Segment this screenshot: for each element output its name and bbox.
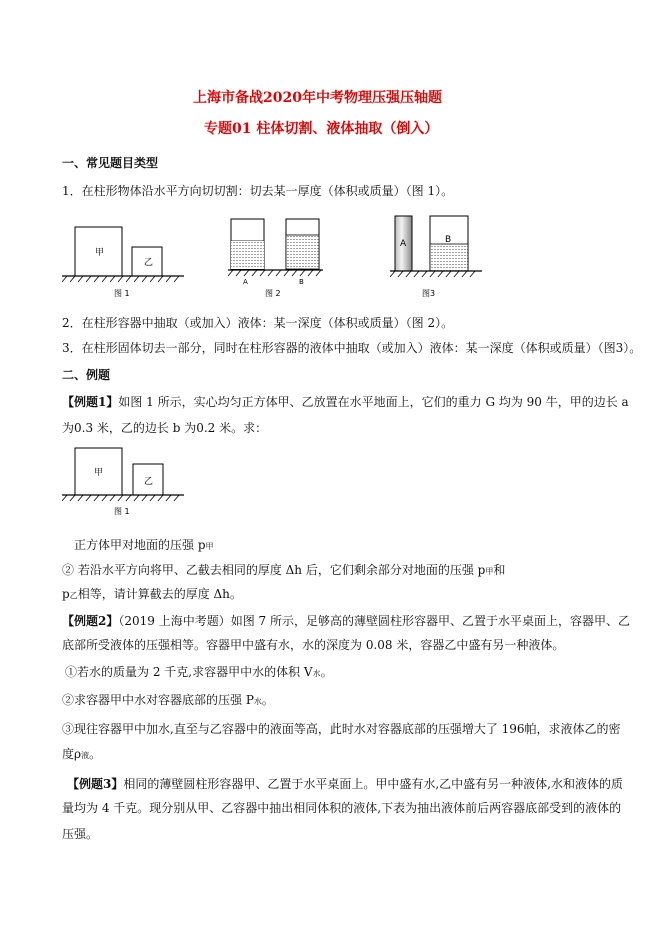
example-3-tag: 【例题3】 — [67, 777, 124, 791]
fig2-caption: 图 2 — [265, 289, 281, 298]
fig2-label-b: B — [299, 278, 304, 286]
figure-1-repeat — [62, 444, 192, 520]
example-2-text-1: （2019 上海中考题）如图 7 所示，足够高的薄壁圆柱形容器甲、乙置于水平桌面上，容器甲、乙 — [118, 614, 630, 628]
example-2-q3b-end: 。 — [89, 747, 102, 761]
fig2-label-a: A — [243, 278, 248, 286]
fig1-label-b: 乙 — [144, 258, 154, 268]
example-2-question-1 — [65, 664, 333, 682]
figure-1 — [62, 222, 192, 302]
example-2-question-3-cont — [62, 746, 101, 764]
item-2: 2．在柱形容器中抽取（或加入）液体：某一深度（体积或质量）（图 2）。 — [62, 316, 454, 330]
example-1-q2b-p: p — [62, 587, 70, 601]
example-2-question-3: ③现往容器甲中加水,直至与乙容器中的液面等高，此时水对容器底部的压强增大了 196帕，求液体乙的密 — [62, 722, 621, 736]
example-1-question-1 — [74, 537, 214, 555]
fig1b-label-a: 甲 — [94, 468, 104, 478]
fig3-caption: 图3 — [422, 289, 436, 298]
example-2-q2-end: 。 — [261, 693, 274, 707]
example-2-q2-sub: 水 — [253, 697, 262, 706]
section-heading-2: 二、例题 — [62, 368, 111, 382]
example-1-question-2 — [62, 562, 505, 580]
example-2-q1-sub: 水 — [312, 669, 321, 678]
example-1-q2b-sub: 乙 — [69, 591, 78, 600]
example-1-q2-end: 和 — [493, 563, 506, 577]
example-1-q1-text: 正方体甲对地面的压强 p — [74, 538, 206, 552]
fig1-caption: 图 1 — [114, 289, 130, 298]
example-2-q1-end: 。 — [320, 665, 333, 679]
example-2-tag: 【例题2】 — [62, 614, 119, 628]
fig1b-caption: 图 1 — [114, 507, 130, 516]
example-3-text-1: 相同的薄壁圆柱形容器甲、乙置于水平桌面上。甲中盛有水,乙中盛有另一种液体,水和液体的质 — [123, 777, 623, 791]
example-1-q2b-text: 相等，请计算截去的厚度 Δh。 — [77, 587, 242, 601]
example-3-line-3: 压强。 — [62, 827, 99, 841]
section-heading-1: 一、常见题目类型 — [62, 156, 159, 170]
example-2-q2-text: ②求容器甲中水对容器底部的压强 P — [62, 693, 254, 707]
example-2-line-2: 底部所受液体的压强相等。容器甲中盛有水，水的深度为 0.08 米，容器乙中盛有另一种液体。 — [62, 638, 565, 652]
example-2-q1-text: ①若水的质量为 2 千克,求容器甲中水的体积 V — [65, 665, 313, 679]
example-1-text-1: 如图 1 所示，实心均匀正方体甲、乙放置在水平地面上，它们的重力 G 均为 90 牛，甲的边长 a — [118, 395, 629, 409]
example-1-q1-sub: 甲 — [205, 542, 214, 551]
example-2-q3b-text: 度ρ — [62, 747, 82, 761]
fig1b-label-b: 乙 — [144, 477, 154, 487]
example-1-tag: 【例题1】 — [62, 395, 119, 409]
figure-3 — [390, 212, 490, 302]
example-1-line-1 — [62, 394, 629, 410]
figure-2 — [228, 214, 328, 302]
fig1-label-a: 甲 — [95, 248, 105, 258]
example-2-line-1 — [62, 613, 630, 629]
item-3: 3．在柱形固体切去一部分，同时在柱形容器的液体中抽取（或加入）液体：某一深度（体积或质量）（图3）。 — [62, 341, 642, 355]
example-2-question-2 — [62, 692, 274, 710]
example-3-line-1 — [67, 776, 623, 792]
document-title: 上海市备战2020年中考物理压强压轴题 — [193, 90, 442, 106]
example-1-q2-sub: 甲 — [485, 567, 494, 576]
fig3-label-a: A — [400, 239, 407, 249]
example-1-line-2: 为0.3 米，乙的边长 b 为0.2 米。求： — [62, 421, 268, 435]
example-3-line-2: 量均为 4 千克。现分别从甲、乙容器中抽出相同体积的液体,下表为抽出液体前后两容器底部受到的液体的 — [62, 801, 622, 815]
example-1-question-2-cont — [62, 586, 242, 604]
example-1-q2-text: ② 若沿水平方向将甲、乙截去相同的厚度 Δh 后，它们剩余部分对地面的压强 p — [62, 563, 486, 577]
document-subtitle: 专题01 柱体切割、液体抽取（倒入） — [204, 121, 439, 137]
item-1: 1．在柱形物体沿水平方向切切割：切去某一厚度（体积或质量）（图 1）。 — [62, 184, 454, 198]
example-2-q3b-sub: 液 — [81, 751, 90, 760]
fig3-label-b: B — [445, 235, 452, 245]
